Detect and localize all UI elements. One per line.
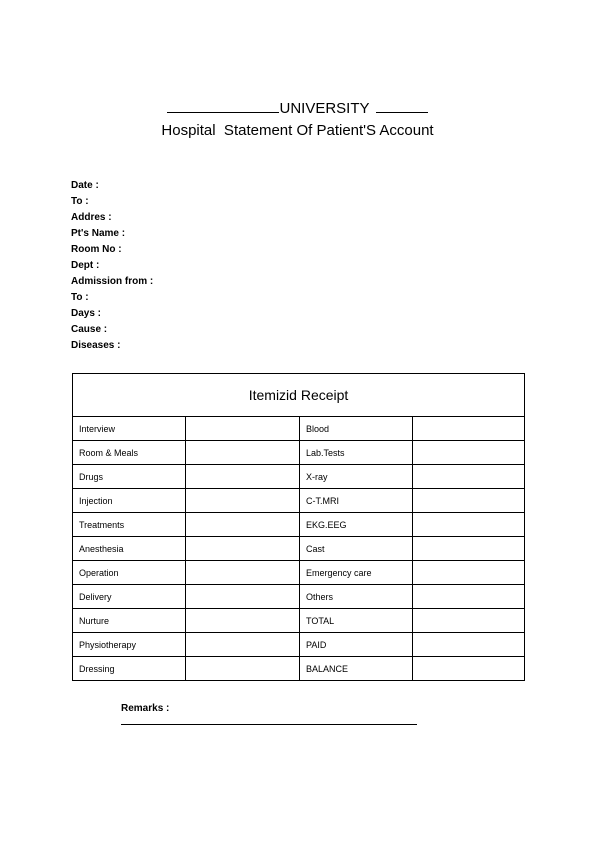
university-blank-before[interactable] (167, 98, 279, 113)
item-label: X-ray (300, 465, 413, 489)
field-admission-from[interactable]: Admission from : (71, 276, 154, 287)
receipt-heading-row (73, 374, 525, 417)
item-amount-cell[interactable] (413, 465, 525, 489)
item-label: Emergency care (300, 561, 413, 585)
item-amount-cell[interactable] (186, 417, 300, 441)
field-admission-to[interactable]: To : (71, 292, 89, 303)
item-label: Operation (73, 561, 186, 585)
item-amount-cell[interactable] (413, 585, 525, 609)
item-amount-cell[interactable] (186, 585, 300, 609)
item-label: Treatments (73, 513, 186, 537)
item-amount-cell[interactable] (186, 465, 300, 489)
table-row (73, 537, 525, 561)
item-amount-cell[interactable] (186, 537, 300, 561)
field-days[interactable]: Days : (71, 308, 102, 319)
field-room-no[interactable]: Room No : (71, 244, 122, 255)
table-row (73, 561, 525, 585)
table-row (73, 657, 525, 681)
item-amount-cell[interactable] (413, 489, 525, 513)
item-amount-cell[interactable] (186, 441, 300, 465)
item-amount-cell[interactable] (413, 609, 525, 633)
item-amount-cell[interactable] (413, 657, 525, 681)
item-amount-cell[interactable] (186, 633, 300, 657)
item-label: Others (300, 585, 413, 609)
item-label: EKG.EEG (300, 513, 413, 537)
item-label: Lab.Tests (300, 441, 413, 465)
item-amount-cell[interactable] (186, 561, 300, 585)
table-row (73, 489, 525, 513)
table-row (73, 609, 525, 633)
item-label: C-T.MRI (300, 489, 413, 513)
patient-info-fields (71, 178, 153, 354)
field-date[interactable]: Date : (71, 180, 99, 191)
item-amount-cell[interactable] (413, 417, 525, 441)
item-label: Drugs (73, 465, 186, 489)
table-row (73, 417, 525, 441)
item-amount-cell[interactable] (413, 561, 525, 585)
table-row (73, 585, 525, 609)
table-row (73, 513, 525, 537)
item-label: TOTAL (300, 609, 413, 633)
item-label: PAID (300, 633, 413, 657)
item-label: Dressing (73, 657, 186, 681)
item-label: Blood (300, 417, 413, 441)
item-amount-cell[interactable] (186, 657, 300, 681)
item-amount-cell[interactable] (413, 513, 525, 537)
table-row (73, 465, 525, 489)
item-amount-cell[interactable] (413, 537, 525, 561)
university-label: UNIVERSITY (279, 100, 370, 117)
item-label: Anesthesia (73, 537, 186, 561)
item-label: Interview (73, 417, 186, 441)
item-amount-cell[interactable] (413, 633, 525, 657)
item-amount-cell[interactable] (186, 513, 300, 537)
item-amount-cell[interactable] (186, 489, 300, 513)
item-label: Nurture (73, 609, 186, 633)
field-diseases[interactable]: Diseases : (71, 340, 121, 351)
page-title: Hospital Statement Of Patient'S Account (161, 122, 434, 139)
remarks-label: Remarks : (121, 703, 170, 714)
item-amount-cell[interactable] (413, 441, 525, 465)
field-to[interactable]: To : (71, 196, 89, 207)
field-cause[interactable]: Cause : (71, 324, 108, 335)
receipt-title: Itemizid Receipt (73, 374, 525, 417)
item-amount-cell[interactable] (186, 609, 300, 633)
table-row (73, 441, 525, 465)
item-label: Injection (73, 489, 186, 513)
table-row (73, 633, 525, 657)
remarks-input-line[interactable] (121, 724, 417, 725)
item-label: Delivery (73, 585, 186, 609)
item-label: BALANCE (300, 657, 413, 681)
field-address[interactable]: Addres : (71, 212, 112, 223)
itemized-receipt-table (72, 373, 525, 681)
field-patient-name[interactable]: Pt's Name : (71, 228, 126, 239)
item-label: Room & Meals (73, 441, 186, 465)
item-label: Cast (300, 537, 413, 561)
university-header (0, 98, 595, 118)
item-label: Physiotherapy (73, 633, 186, 657)
field-dept[interactable]: Dept : (71, 260, 100, 271)
university-blank-after[interactable] (376, 98, 428, 113)
